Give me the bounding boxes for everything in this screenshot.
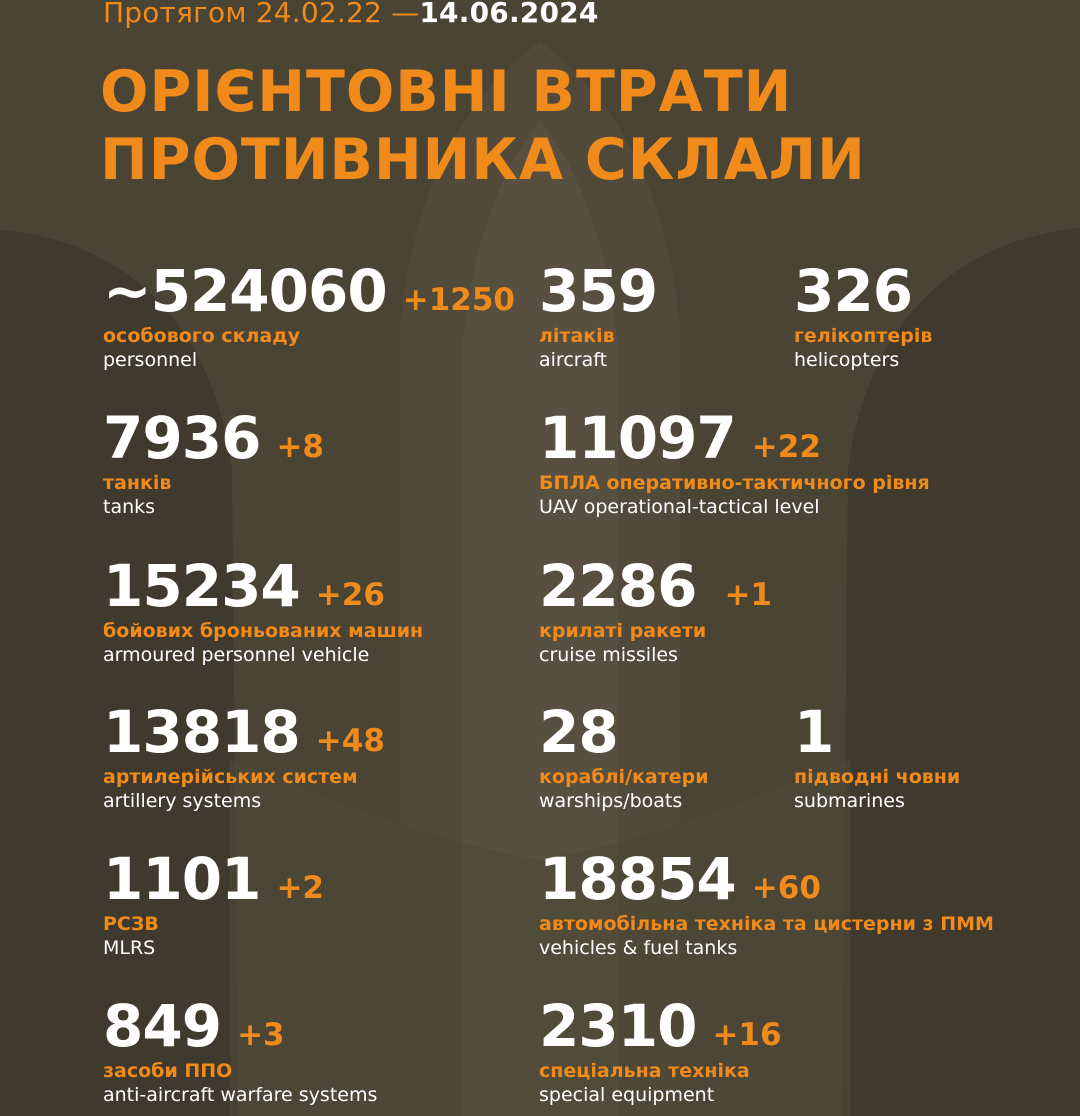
stat-label-en: personnel	[103, 349, 198, 371]
stat-armoured-vehicles	[103, 552, 424, 667]
stat-value: 2310	[539, 992, 697, 1060]
stat-label-en: anti-aircraft warfare systems	[103, 1084, 378, 1106]
stat-value: 18854	[539, 845, 736, 913]
stat-label-en: aircraft	[539, 349, 608, 371]
stat-delta: +1250	[402, 282, 516, 318]
stat-label-en: cruise missiles	[539, 644, 678, 666]
stat-label-ua: автомобільна техніка та цистерни з ПММ	[539, 913, 994, 935]
stat-label-en: UAV operational-tactical level	[539, 496, 820, 518]
stat-delta: +1	[724, 577, 772, 613]
stat-delta: +8	[276, 429, 324, 465]
stat-value: 15234	[103, 552, 300, 620]
stat-vehicles	[539, 845, 994, 960]
stat-label-ua: кораблі/катери	[539, 766, 709, 788]
stat-label-ua: засоби ППО	[103, 1060, 233, 1082]
stat-value: 326	[794, 257, 913, 325]
stat-label-en: helicopters	[794, 349, 900, 371]
stat-label-ua: БПЛА оперативно-тактичного рівня	[539, 472, 930, 494]
stat-value: 2286	[539, 552, 697, 620]
stat-cruise-missiles	[539, 552, 772, 667]
stat-value: 1101	[103, 845, 261, 913]
page-title	[100, 58, 866, 194]
stat-label-en: artillery systems	[103, 790, 262, 812]
stat-tanks	[103, 404, 324, 519]
stat-mlrs	[103, 845, 324, 960]
stat-uav	[539, 404, 930, 519]
title-line-1: ОРІЄНТОВНІ ВТРАТИ	[100, 59, 793, 125]
stat-label-ua: особового складу	[103, 325, 300, 347]
stat-delta: +16	[712, 1017, 782, 1053]
stat-delta: +60	[751, 870, 821, 906]
stat-air-defense	[103, 992, 378, 1107]
title-line-2: ПРОТИВНИКА СКЛАЛИ	[100, 127, 866, 193]
stat-label-ua: бойових броньованих машин	[103, 620, 424, 642]
stat-helicopters	[794, 257, 933, 372]
stat-delta: +22	[751, 429, 821, 465]
stat-label-en: warships/boats	[539, 790, 683, 812]
stat-value: 7936	[103, 404, 261, 472]
stat-value: 359	[539, 257, 658, 325]
stat-label-en: submarines	[794, 790, 905, 812]
stat-value: ~524060	[103, 257, 387, 325]
stat-label-ua: РСЗВ	[103, 913, 159, 935]
stat-special-equipment	[539, 992, 782, 1107]
stat-warships	[539, 698, 709, 813]
stat-value: 13818	[103, 698, 300, 766]
stat-delta: +2	[276, 870, 324, 906]
stat-label-ua: артилерійських систем	[103, 766, 358, 788]
stat-value: 1	[794, 698, 834, 766]
stat-label-en: vehicles & fuel tanks	[539, 937, 738, 959]
stat-submarines	[794, 698, 961, 813]
period-header	[103, 0, 599, 29]
stat-value: 28	[539, 698, 618, 766]
stat-personnel	[103, 257, 516, 372]
stat-value: 849	[103, 992, 222, 1060]
stat-delta: +26	[315, 577, 385, 613]
stat-delta: +3	[237, 1017, 285, 1053]
stat-label-ua: гелікоптерів	[794, 325, 933, 347]
stat-label-ua: літаків	[539, 325, 615, 347]
stat-label-en: tanks	[103, 496, 156, 518]
period-prefix: Протягом 24.02.22 —	[103, 0, 420, 29]
stat-value: 11097	[539, 404, 736, 472]
period-date: 14.06.2024	[419, 0, 599, 29]
stat-artillery	[103, 698, 385, 813]
stat-label-ua: підводні човни	[794, 766, 961, 788]
stat-label-ua: спеціальна техніка	[539, 1060, 750, 1082]
stat-label-en: armoured personnel vehicle	[103, 644, 370, 666]
stat-label-ua: крилаті ракети	[539, 620, 707, 642]
stat-label-ua: танків	[103, 472, 172, 494]
stat-label-en: special equipment	[539, 1084, 715, 1106]
stat-label-en: MLRS	[103, 937, 156, 959]
stat-aircraft	[539, 257, 658, 372]
stat-delta: +48	[315, 723, 385, 759]
